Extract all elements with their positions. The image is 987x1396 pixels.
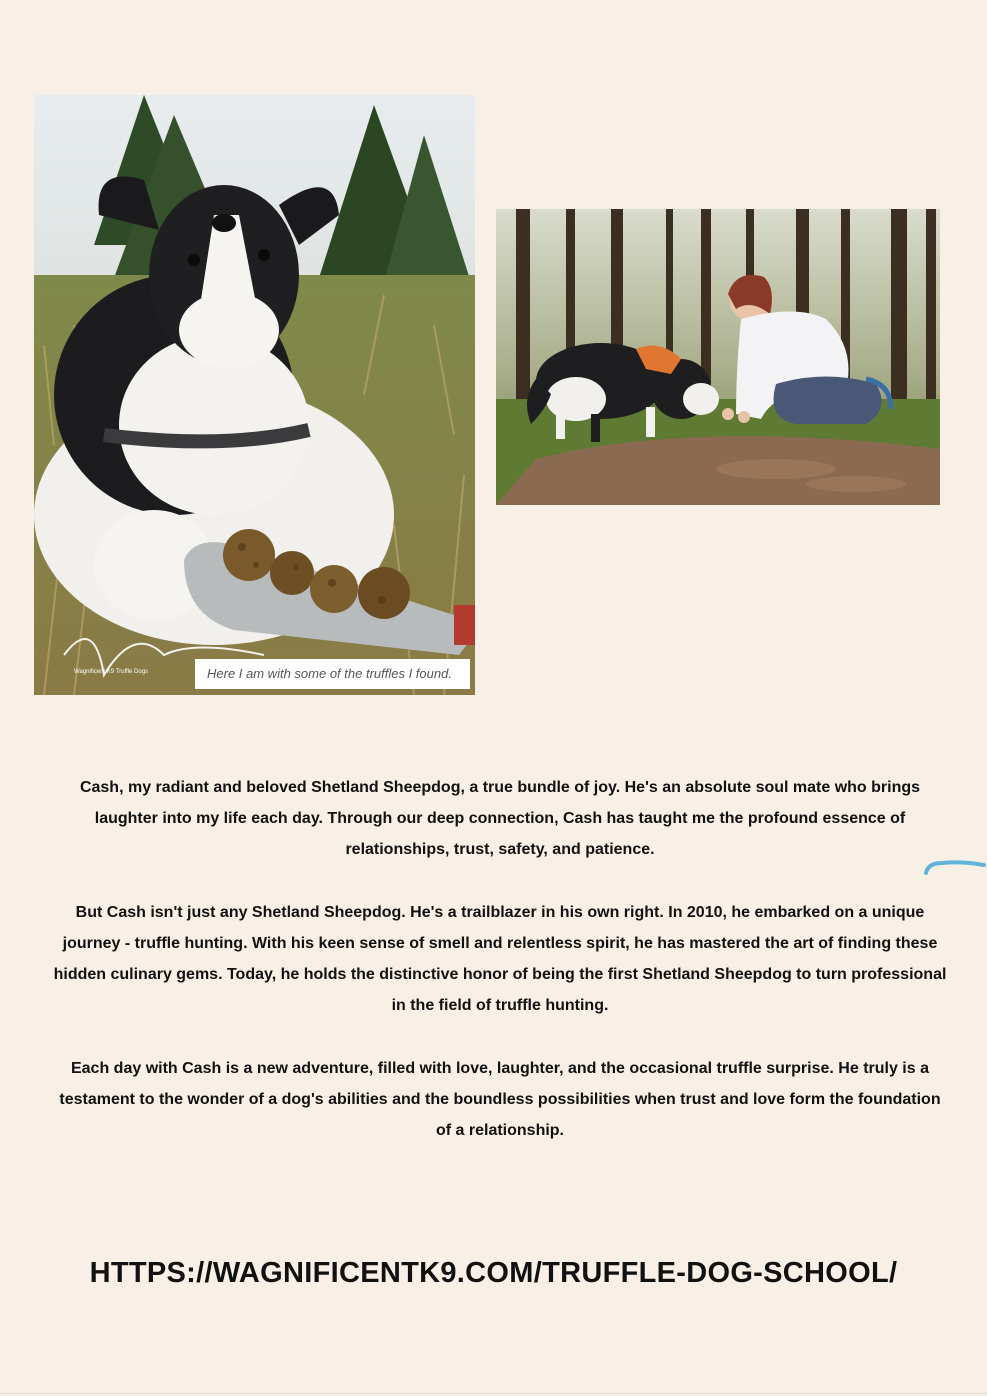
closing-paragraph: Each day with Cash is a new adventure, filled with love, laughter, and the occasional truffle surprise. He truly is a testament to the wonder of a dog's abilities and the boundless possibilities when trust and love form the foundation of a relationship. <box>59 1060 941 1139</box>
signature-subtext: Wagnificent K9 Truffle Dogs <box>74 669 149 675</box>
website-url-link[interactable]: HTTPS://WAGNIFICENTK9.COM/TRUFFLE-DOG-SCHOOL/ <box>89 1257 898 1289</box>
truffle-hunting-forest-photo <box>496 209 940 505</box>
sheltie-with-truffles-photo <box>34 95 475 695</box>
truffle-history-paragraph: But Cash isn't just any Shetland Sheepdog. He's a trailblazer in his own right. In 2010, he embarked on a unique journey - truffle hunting. With his keen sense of smell and relentless spirit, he has mastered the art of finding these hidden culinary gems. Today, he holds the distinctive honor of being the first Shetland Sheepdog to turn professional in the field of truffle hunting. <box>53 904 947 1014</box>
sheltie-with-truffles-image <box>34 95 475 695</box>
bottom-divider <box>0 1393 987 1394</box>
intro-paragraph: Cash, my radiant and beloved Shetland Sheepdog, a true bundle of joy. He's an absolute soul mate who brings laughter into my life each day. Through our deep connection, Cash has taught me the profound essence of relationships, trust, safety, and patience. <box>79 779 921 858</box>
truffle-hunting-forest-image <box>496 209 940 505</box>
photo-caption: Here I am with some of the truffles I found. <box>195 659 470 689</box>
decorative-squiggle-icon <box>922 855 986 879</box>
